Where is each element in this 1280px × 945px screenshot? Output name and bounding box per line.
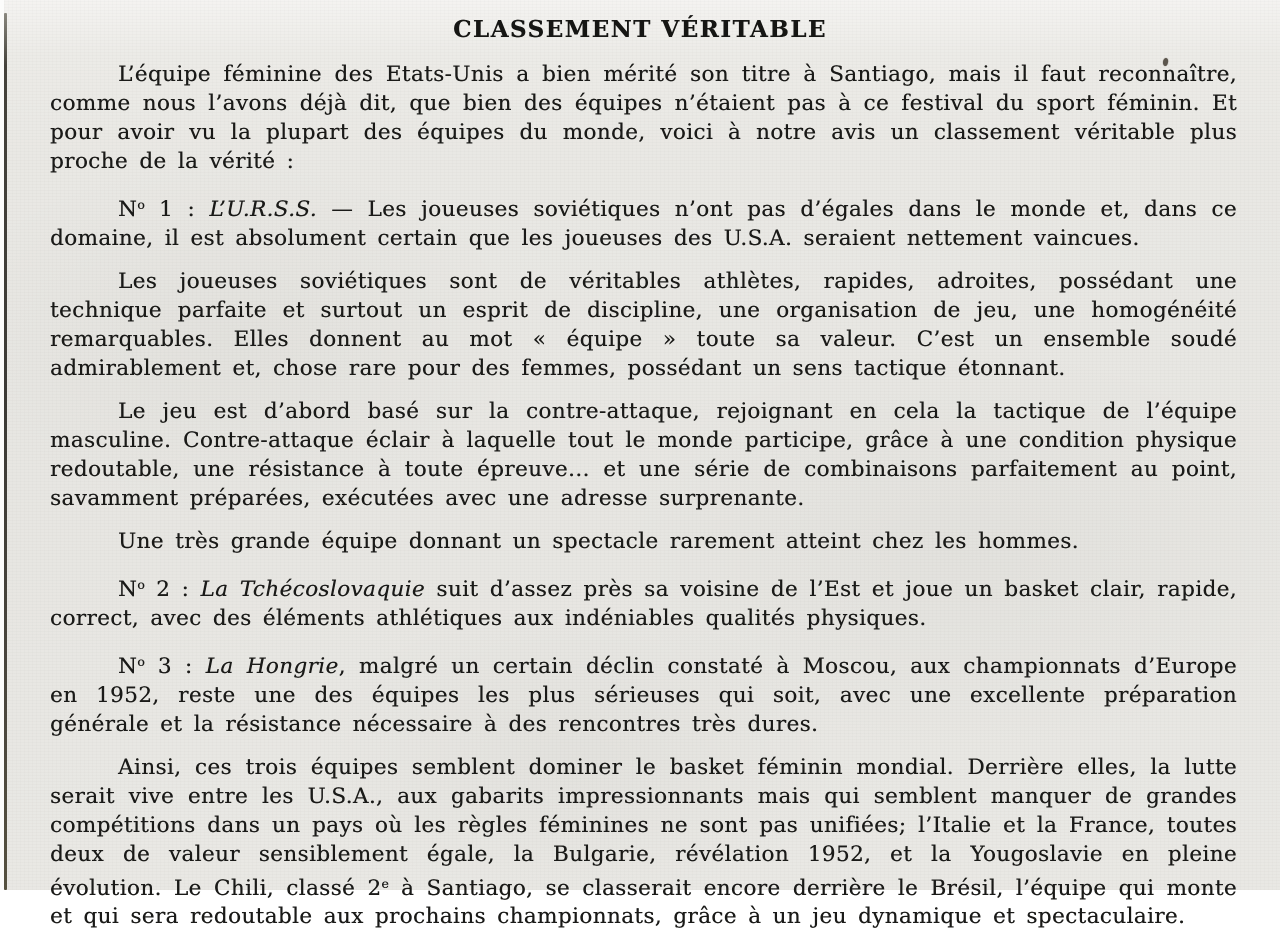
paragraph [50, 397, 1237, 513]
superscript-run: o [137, 576, 145, 592]
text-run: N [118, 576, 138, 602]
text-run: à Santiago, se classerait encore derrière le Brésil, l’équipe qui monte et qui sera redoutable aux prochains championnats, grâce à un jeu dynamique et spectaculaire. [50, 875, 1237, 930]
text-run: Une très grande équipe donnant un spectacle rarement atteint chez les hommes. [118, 528, 1079, 554]
text-run: N [118, 196, 138, 222]
paragraph [50, 190, 1237, 253]
text-run: Ainsi, ces trois équipes semblent dominer le basket féminin mondial. Derrière elles, la lutte serait vive entre les U.S.A., aux gabarits impressionnants mais qui semblent manquer de grandes compétitions dans un pays où les règles féminines ne sont pas unifiées; l’Italie et la France, toutes deux de valeur sensiblement égale, la Bulgarie, révélation 1952, et la Yougoslavie en pleine évolution. Le Chili, classé 2 [50, 754, 1237, 901]
emphasized-text-run: La Tchécoslovaquie [200, 576, 426, 602]
superscript-run: o [137, 197, 145, 212]
paragraph [50, 60, 1237, 176]
paragraph [50, 267, 1237, 383]
body-text [50, 60, 1237, 945]
emphasized-text-run: La Hongrie [205, 653, 339, 679]
emphasized-text-run: L’U.R.S.S. [209, 196, 317, 222]
paragraph [50, 647, 1237, 739]
text-run: 1 : [144, 196, 210, 222]
text-run: 2 : [144, 576, 201, 602]
paragraph [50, 570, 1237, 633]
text-run: , malgré un certain déclin constaté à Moscou, aux championnats d’Europe en 1952, reste une des équipes les plus sérieuses qui soit, avec une excellente préparation générale et la résistance nécessaire à des rencontres très dures. [50, 653, 1237, 737]
paragraph [50, 753, 1237, 932]
text-run: Les joueuses soviétiques sont de véritables athlètes, rapides, adroites, possédant une technique parfaite et surtout un esprit de discipline, une organisation de jeu, une homogénéité remarquables. Elles donnent au mot « équipe » toute sa valeur. C’est un ensemble soudé admirablement et, chose rare pour des femmes, possédant un sens tactique étonnant. [50, 268, 1237, 381]
scan-edge-dark-line [4, 13, 7, 890]
text-run: suit d’assez près sa voisine de l’Est et joue un basket clair, rapide, correct, avec des éléments athlétiques aux indéniables qualités physiques. [50, 576, 1237, 631]
paragraph [50, 527, 1237, 556]
text-run: 3 : [144, 653, 206, 679]
text-run: L’équipe féminine des Etats-Unis a bien mérité son titre à Santiago, mais il faut reconnaître, comme nous l’avons déjà dit, que bien des équipes n’étaient pas à ce festival du sport féminin. Et pour avoir vu la plupart des équipes du monde, voici à notre avis un classement véritable plus proche de la vérité : [50, 62, 1237, 174]
page-title: CLASSEMENT VÉRITABLE [453, 16, 827, 44]
text-run: Le jeu est d’abord basé sur la contre-attaque, rejoignant en cela la tactique de l’équipe masculine. Contre-attaque éclair à laquelle tout le monde participe, grâce à une condition physique redoutable, une résistance à toute épreuve... et une série de combinaisons parfaitement au point, savamment préparées, exécutées avec une adresse surprenante. [50, 398, 1237, 511]
superscript-run: e [381, 875, 389, 891]
superscript-run: o [137, 653, 145, 669]
text-run: N [118, 653, 138, 679]
text-run: — Les joueuses soviétiques n’ont pas d’égales dans le monde et, dans ce domaine, il est absolument certain que les joueuses des U.S.A. seraient nettement vaincues. [50, 196, 1237, 251]
